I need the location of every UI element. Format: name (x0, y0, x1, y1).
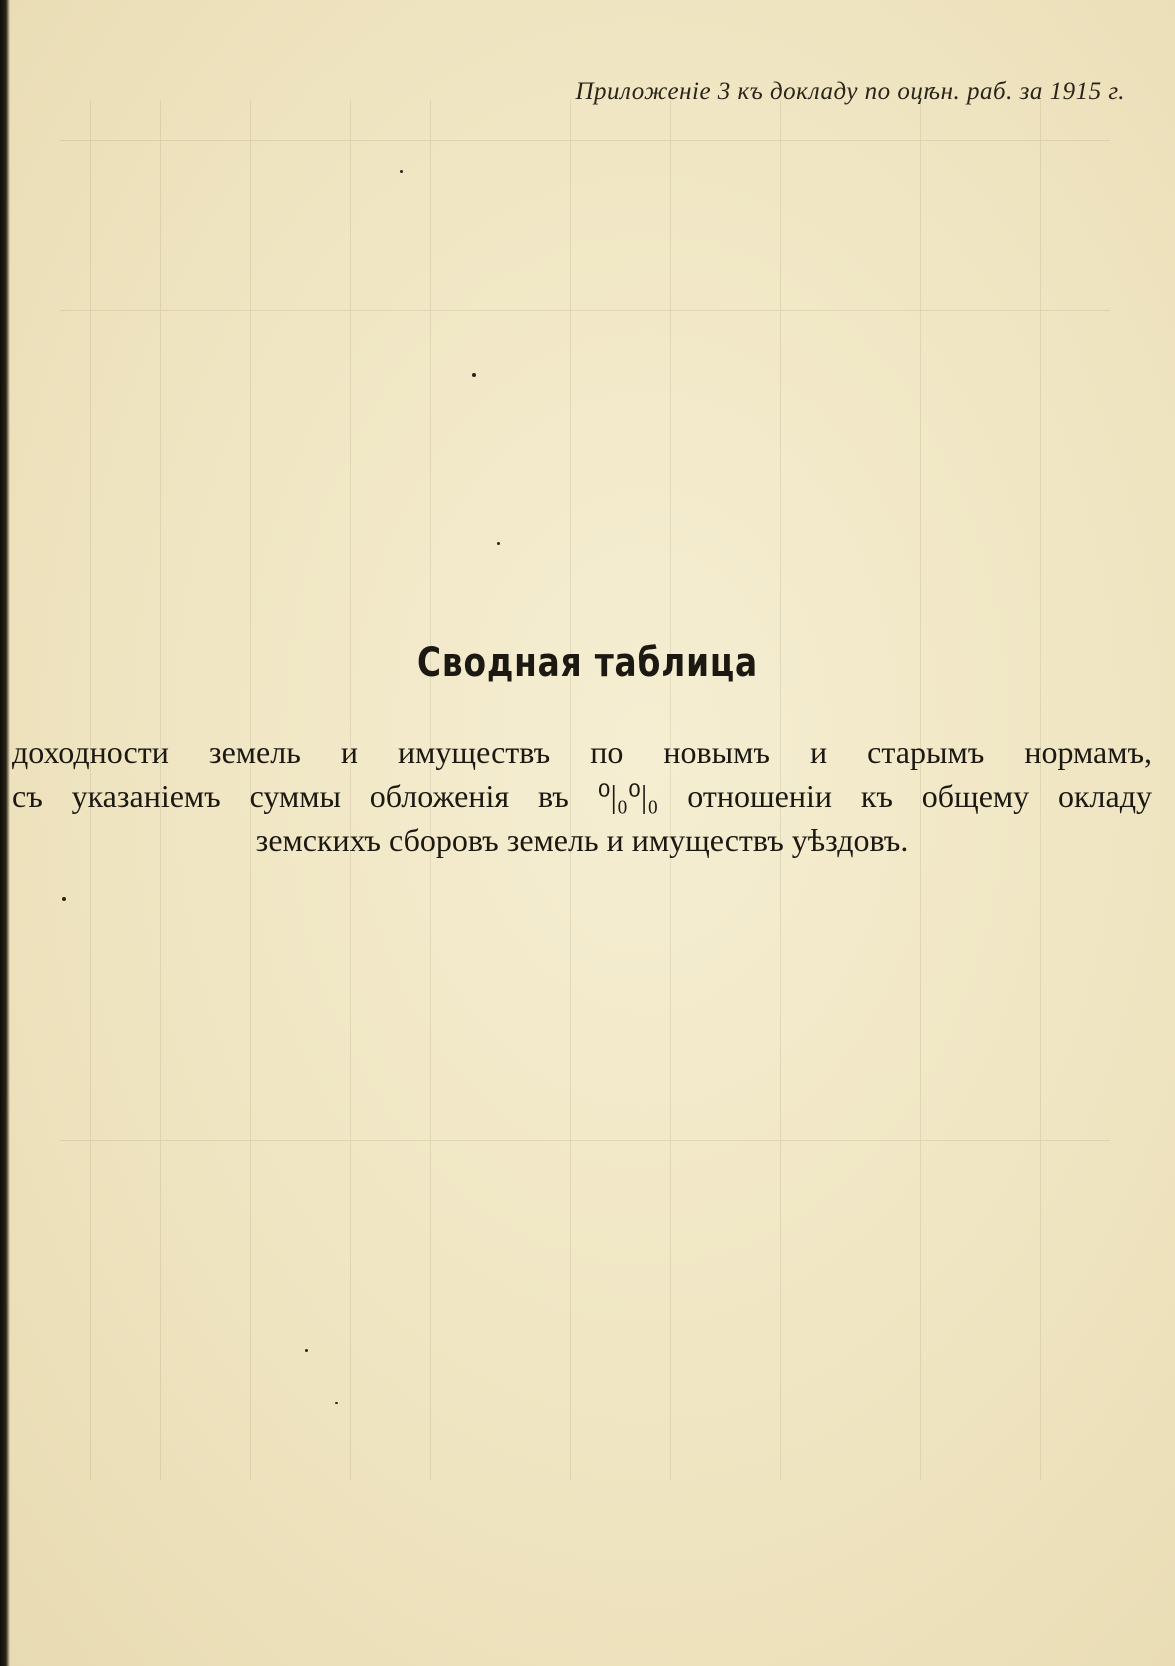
subtitle-line-3: земскихъ сборовъ земель и имуществъ уѣздовъ. (255, 822, 909, 858)
paper-speck (497, 542, 500, 545)
paper-speck (62, 897, 66, 901)
page-binding-edge (0, 0, 10, 1666)
paper-speck (472, 373, 476, 377)
subtitle-line-2: съ указанiемъ суммы обложенiя въ ⁰|₀⁰|₀ отношенiи къ общему окладу (12, 778, 1152, 814)
paper-speck (335, 1402, 338, 1404)
title-description (12, 730, 1152, 862)
paper-speck (400, 170, 403, 173)
paper-speck (305, 1349, 308, 1352)
page-title: Сводная таблица (417, 640, 758, 686)
subtitle-line-1: доходности земель и имуществъ по новымъ и старымъ нормамъ, (12, 734, 1152, 770)
appendix-note: Приложенiе 3 къ докладу по оцѣн. раб. за 1915 г. (575, 78, 1125, 105)
